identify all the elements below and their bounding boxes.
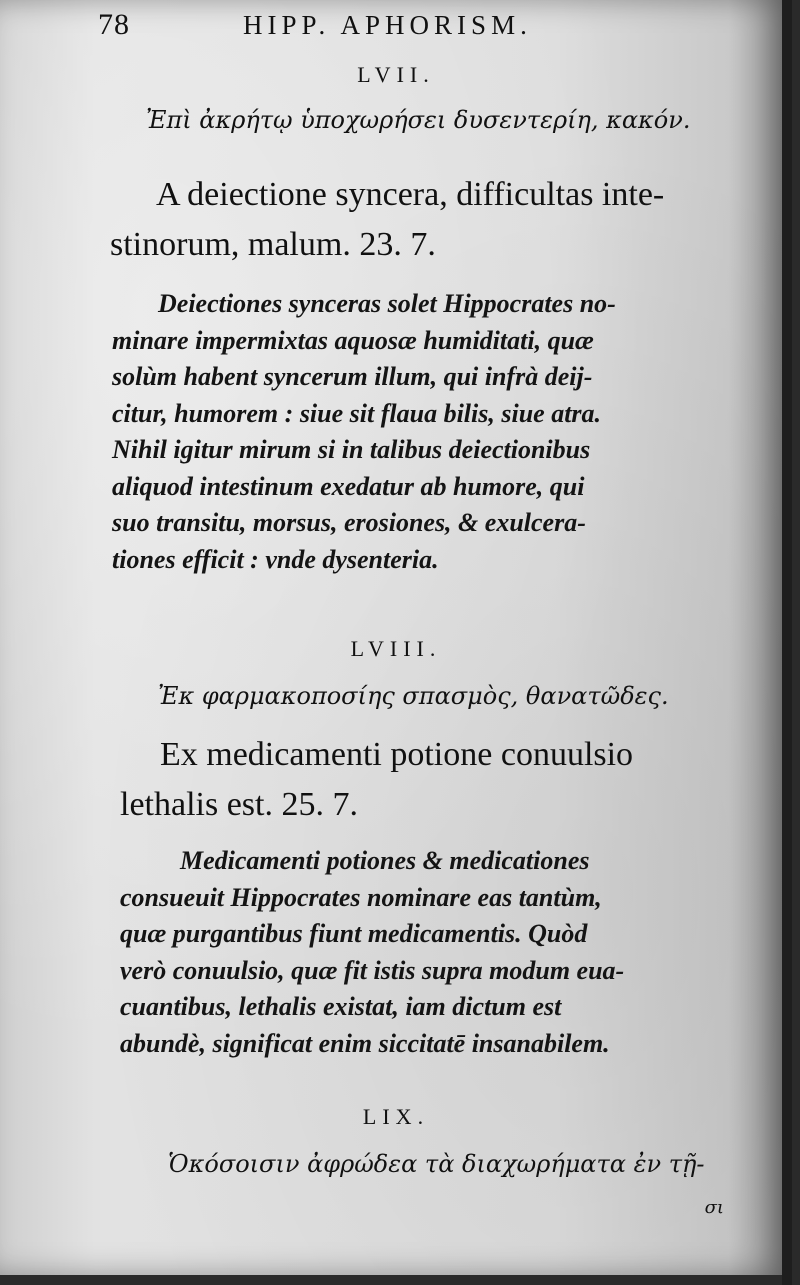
commentary-line: citur, humorem : siue sit flaua bilis, siue atra. <box>112 398 602 428</box>
latin-line: Ex medicamenti potione conuulsio <box>160 736 634 773</box>
catchword: σι <box>704 1197 724 1218</box>
commentary-lvii <box>112 286 616 578</box>
commentary-line: cuantibus, lethalis existat, iam dictum est <box>120 992 562 1021</box>
aphorism-number-lix: LIX. <box>362 1104 430 1129</box>
commentary-line: abundè, significat enim siccitatē insanabilem. <box>120 1028 610 1058</box>
page-header <box>98 8 698 48</box>
greek-text-lviii: Ἐκ φαρμακοποσίης σπασμὸς, θανατῶδες. <box>158 682 669 710</box>
latin-line: A deiectione syncera, difficultas inte- <box>156 176 665 213</box>
running-head: HIPP. APHORISM. <box>243 10 532 40</box>
aphorism-number-lvii: LVII. <box>357 62 435 87</box>
commentary-line: consueuit Hippocrates nominare eas tantùm, <box>120 882 602 912</box>
commentary-line: Deiectiones synceras solet Hippocrates no- <box>158 289 616 318</box>
commentary-line: solùm habent syncerum illum, qui infrà deij- <box>112 362 593 391</box>
aphorism-number-lviii: LVIII. <box>350 636 442 661</box>
commentary-line: aliquod intestinum exedatur ab humore, qui <box>112 471 585 501</box>
greek-text-lvii: Ἐπὶ ἀκρήτῳ ὑποχωρήσει δυσεντερίη, κακόν. <box>146 106 691 134</box>
commentary-line: Medicamenti potiones & medicationes <box>180 846 590 875</box>
commentary-line: Nihil igitur mirum si in talibus deiectionibus <box>112 435 591 464</box>
latin-line: stinorum, malum. 23. 7. <box>110 226 436 263</box>
commentary-line: tiones efficit : vnde dysenteria. <box>112 544 439 574</box>
latin-line: lethalis est. 25. 7. <box>120 786 358 823</box>
latin-aphorism-lviii <box>120 730 633 830</box>
greek-text-lix: Ὁκόσοισιν ἀφρώδεα τὰ διαχωρήματα ἐν τῇ- <box>168 1150 705 1178</box>
page-number: 78 <box>98 8 130 41</box>
commentary-lviii <box>120 843 624 1062</box>
commentary-line: quæ purgantibus fiunt medicamentis. Quòd <box>120 919 588 948</box>
commentary-line: verò conuulsio, quæ fit istis supra modum eua- <box>120 955 625 985</box>
commentary-line: suo transitu, morsus, erosiones, & exulcera- <box>112 508 586 537</box>
commentary-line: minare impermixtas aquosæ humiditati, quæ <box>112 325 594 355</box>
latin-aphorism-lvii <box>110 170 664 270</box>
